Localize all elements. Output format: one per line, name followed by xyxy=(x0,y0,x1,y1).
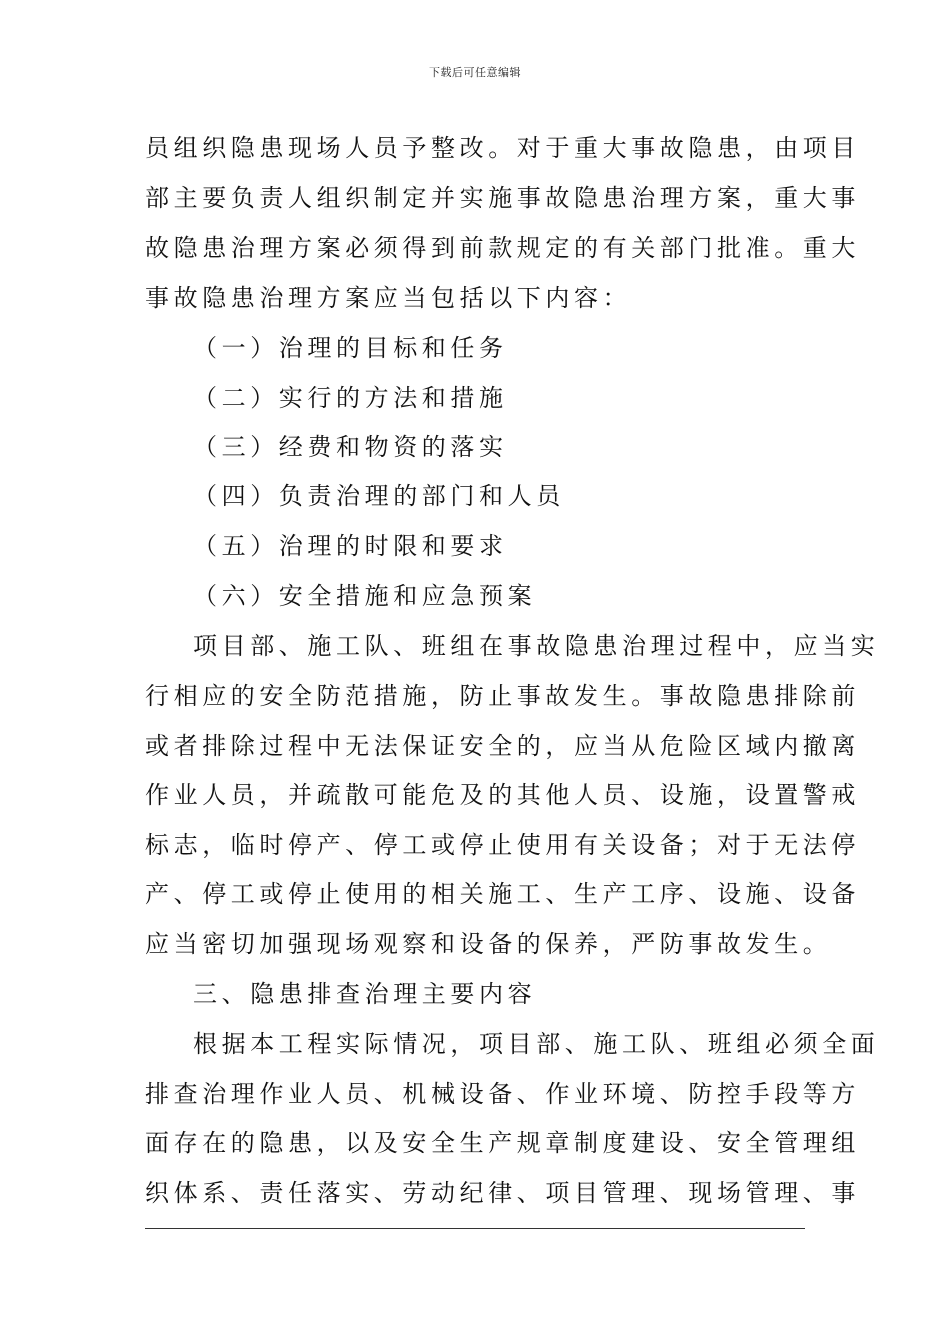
body-line: 织体系、责任落实、劳动纪律、项目管理、现场管理、事 xyxy=(145,1179,860,1207)
body-line: 故隐患治理方案必须得到前款规定的有关部门批准。重大 xyxy=(145,234,860,262)
body-line: 排查治理作业人员、机械设备、作业环境、防控手段等方 xyxy=(145,1080,860,1108)
list-item: （二）实行的方法和措施 xyxy=(193,384,508,412)
body-line: 标志，临时停产、停工或停止使用有关设备；对于无法停 xyxy=(145,831,860,859)
paragraph-first-line: 根据本工程实际情况，项目部、施工队、班组必须全面 xyxy=(193,1030,880,1058)
body-line: 或者排除过程中无法保证安全的，应当从危险区域内撤离 xyxy=(145,732,860,760)
list-item: （三）经费和物资的落实 xyxy=(193,433,508,461)
section-heading: 三、隐患排查治理主要内容 xyxy=(193,980,537,1008)
list-item: （五）治理的时限和要求 xyxy=(193,532,508,560)
body-line: 事故隐患治理方案应当包括以下内容： xyxy=(145,284,632,312)
body-line: 员组织隐患现场人员予整改。对于重大事故隐患，由项目 xyxy=(145,134,860,162)
body-line: 面存在的隐患，以及安全生产规章制度建设、安全管理组 xyxy=(145,1129,860,1157)
body-line: 作业人员，并疏散可能危及的其他人员、设施，设置警戒 xyxy=(145,781,860,809)
list-item: （四）负责治理的部门和人员 xyxy=(193,482,565,510)
list-item: （六）安全措施和应急预案 xyxy=(193,582,537,610)
list-item: （一）治理的目标和任务 xyxy=(193,334,508,362)
body-line: 部主要负责人组织制定并实施事故隐患治理方案，重大事 xyxy=(145,184,860,212)
page-header: 下载后可任意编辑 xyxy=(429,66,521,79)
body-line: 行相应的安全防范措施，防止事故发生。事故隐患排除前 xyxy=(145,682,860,710)
paragraph-first-line: 项目部、施工队、班组在事故隐患治理过程中，应当实 xyxy=(193,632,880,660)
footer-divider xyxy=(145,1228,805,1229)
body-line: 应当密切加强现场观察和设备的保养，严防事故发生。 xyxy=(145,930,832,958)
body-line: 产、停工或停止使用的相关施工、生产工序、设施、设备 xyxy=(145,880,860,908)
